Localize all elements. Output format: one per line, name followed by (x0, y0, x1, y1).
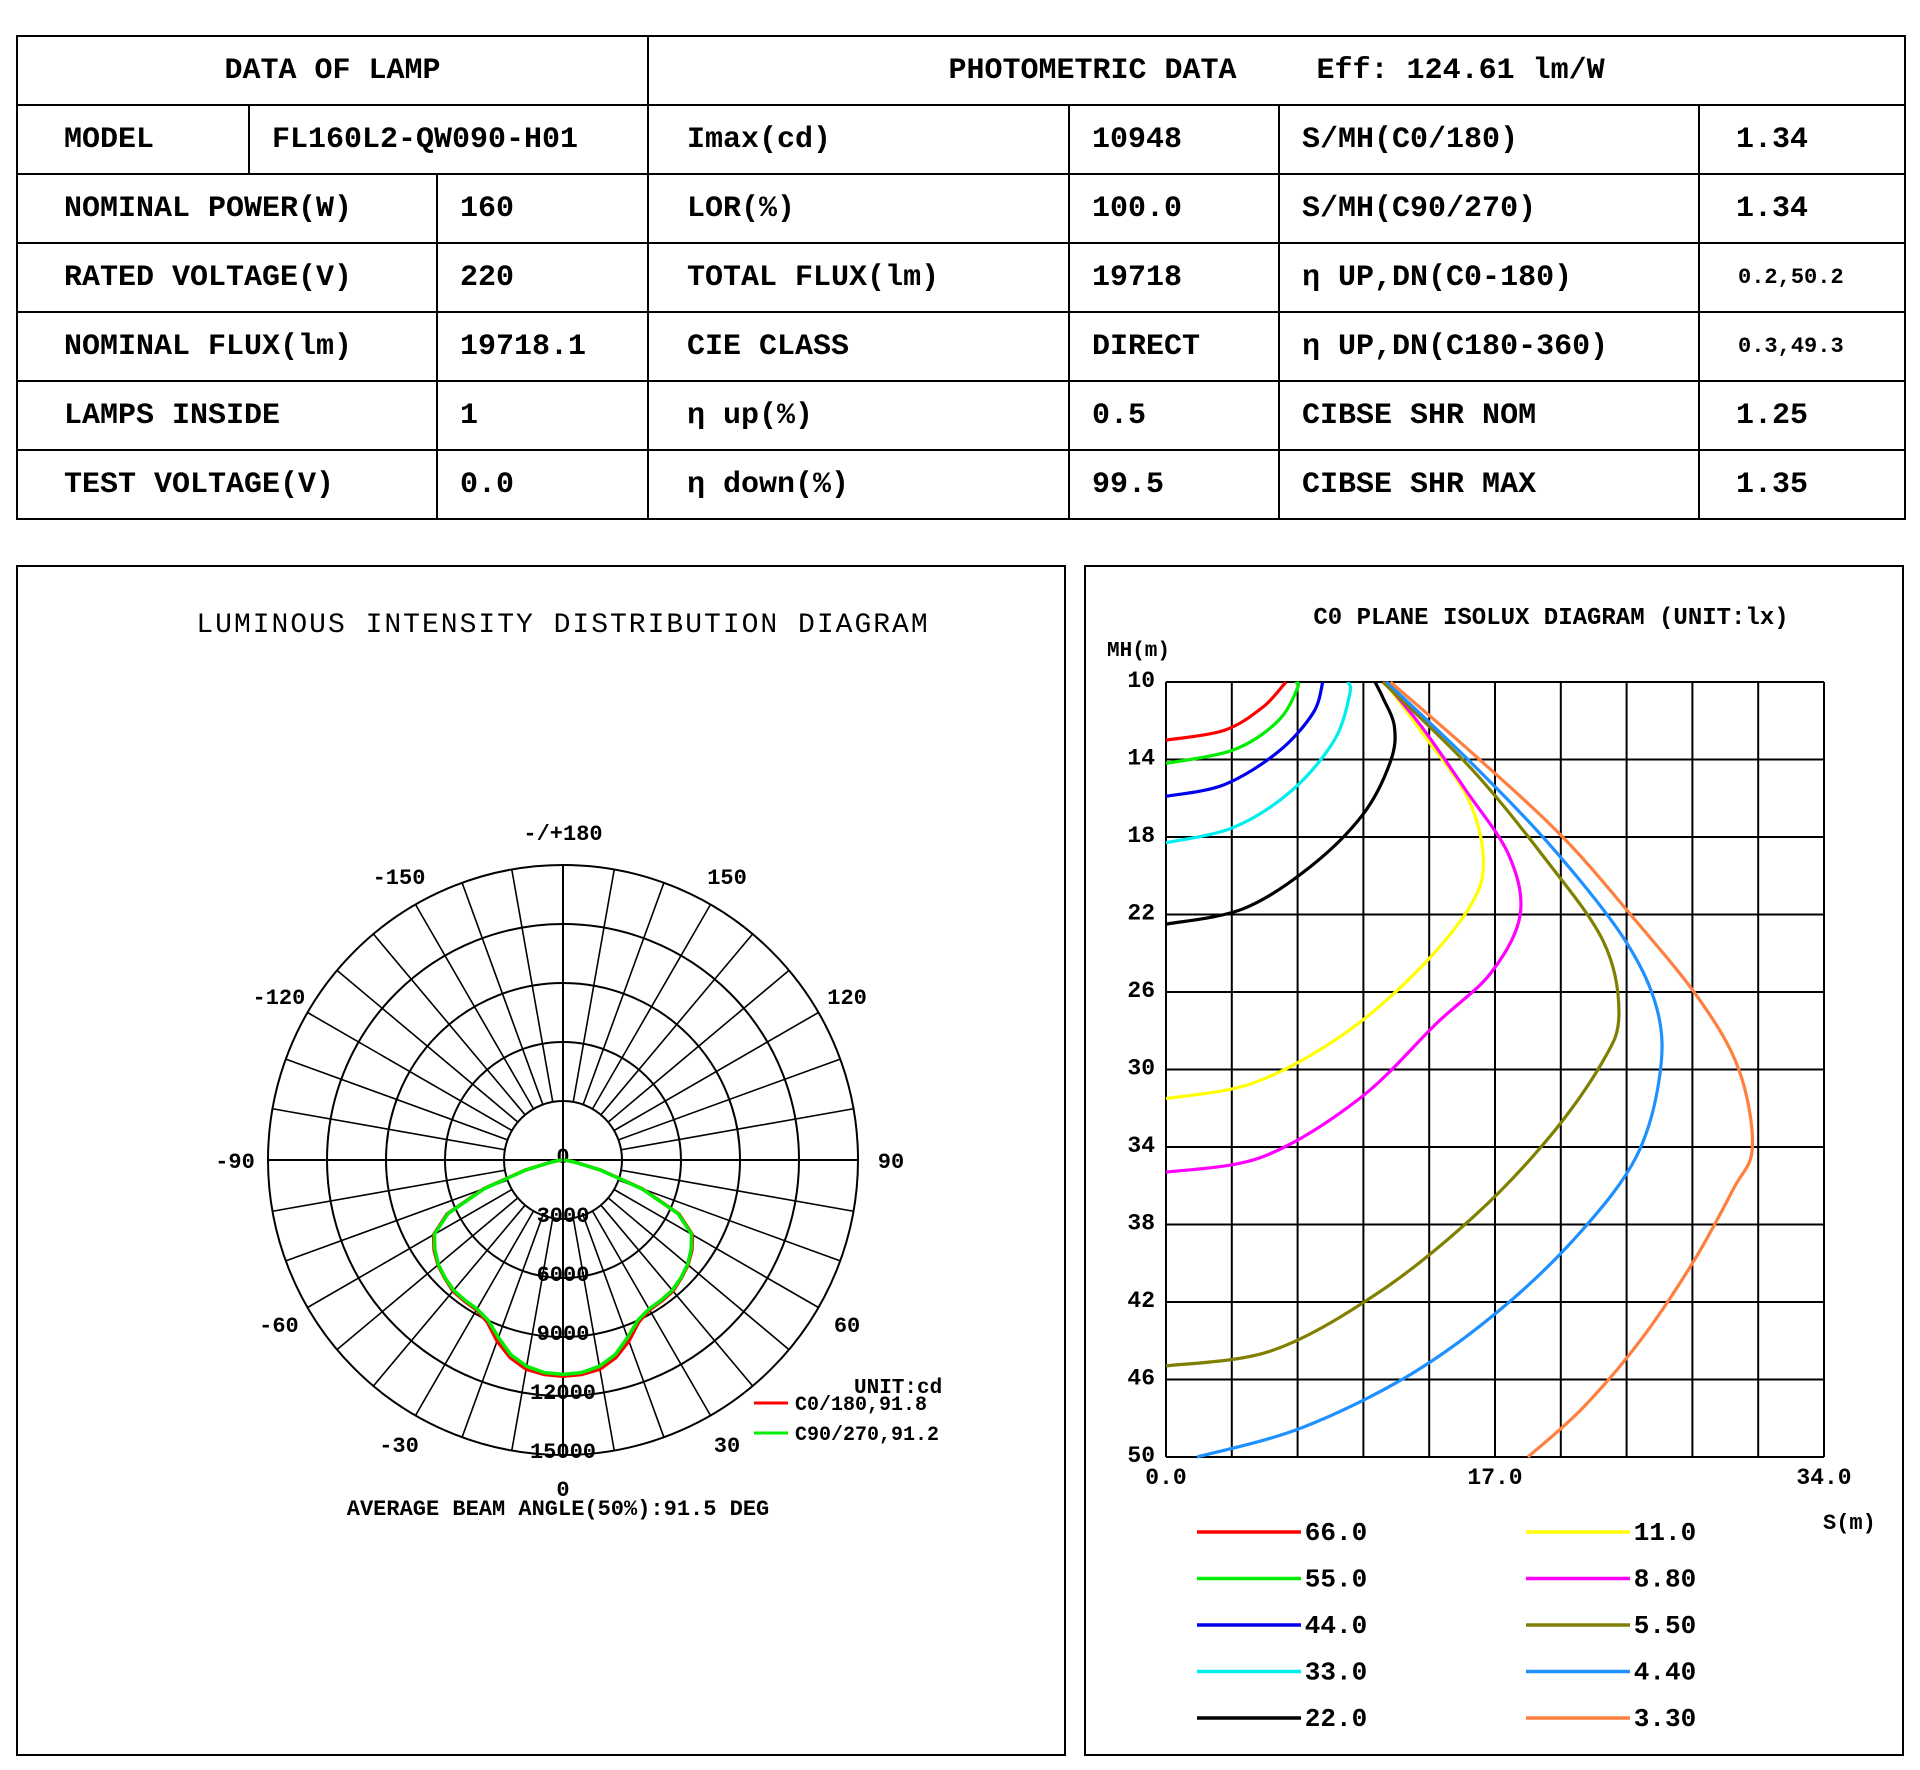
polar-angle-label: 150 (707, 865, 747, 891)
polar-spoke (621, 1170, 853, 1211)
photo-value: 0.5 (1069, 381, 1279, 450)
polar-spoke (583, 883, 664, 1105)
polar-spoke (621, 1109, 853, 1150)
polar-radial-label: 12000 (529, 1381, 597, 1406)
y-tick-label: 18 (1127, 823, 1155, 849)
x-tick-label: 34.0 (1796, 1465, 1852, 1491)
photo-value: 19718 (1069, 243, 1279, 312)
spec-row (17, 174, 1905, 243)
polar-radial-label: 3000 (536, 1204, 590, 1229)
y-tick-label: 22 (1127, 900, 1155, 927)
lamp-table-header: DATA OF LAMP (17, 36, 648, 105)
polar-angle-label: -150 (372, 865, 426, 891)
polar-radial-label: 9000 (536, 1322, 590, 1347)
legend-label: 5.50 (1633, 1611, 1697, 1641)
polar-spoke (272, 1109, 504, 1150)
polar-angle-label: -60 (259, 1314, 299, 1339)
photo-label: η up(%) (648, 381, 1069, 450)
polar-spoke (614, 1013, 818, 1131)
photo-label-2: S/MH(C90/270) (1279, 174, 1699, 243)
y-tick-label: 50 (1127, 1443, 1155, 1469)
isolux-chart-title: C0 PLANE ISOLUX DIAGRAM (UNIT:lx) (1313, 605, 1789, 632)
isolux-curve (1166, 682, 1351, 843)
spec-row (17, 450, 1905, 519)
photo-label-2: CIBSE SHR NOM (1279, 381, 1699, 450)
polar-spoke (286, 1059, 508, 1140)
polar-spoke (337, 970, 518, 1122)
photo-label: LOR(%) (648, 174, 1069, 243)
y-tick-label: 42 (1127, 1288, 1155, 1314)
polar-spoke (593, 905, 711, 1109)
polar-angle-label: 0 (556, 1478, 570, 1503)
polar-spoke (601, 1205, 753, 1386)
polar-spoke (286, 1180, 508, 1261)
polar-angle-label: 30 (713, 1434, 741, 1460)
photo-label: Imax(cd) (648, 105, 1069, 174)
polar-spoke (608, 970, 789, 1122)
polar-spoke (272, 1170, 504, 1211)
photo-value-2: 0.2,50.2 (1699, 243, 1905, 312)
beam-angle-note: AVERAGE BEAM ANGLE(50%):91.5 DEG (346, 1497, 770, 1522)
y-tick-labels (1127, 668, 1155, 1469)
photo-value-2: 1.34 (1699, 105, 1905, 174)
spec-header-row (17, 36, 1905, 105)
x-tick-label: 17.0 (1467, 1465, 1523, 1491)
spec-table (16, 35, 1906, 520)
photo-label-2: η UP,DN(C180-360) (1279, 312, 1699, 381)
polar-spoke (373, 1205, 525, 1386)
polar-spoke (373, 934, 525, 1115)
legend-label: 22.0 (1304, 1704, 1368, 1734)
lamp-label: RATED VOLTAGE(V) (17, 243, 437, 312)
legend-label: 3.30 (1633, 1704, 1697, 1734)
polar-spoke (614, 1190, 818, 1308)
y-tick-label: 30 (1127, 1055, 1155, 1082)
lamp-label: NOMINAL FLUX(lm) (17, 312, 437, 381)
x-tick-label: 0.0 (1145, 1465, 1187, 1491)
isolux-chart (1086, 567, 1902, 1754)
polar-chart-panel (16, 565, 1066, 1756)
polar-spoke (512, 869, 553, 1101)
legend-label: 11.0 (1633, 1518, 1697, 1548)
lamp-label: TEST VOLTAGE(V) (17, 450, 437, 519)
legend-label: 44.0 (1304, 1611, 1368, 1641)
legend-label: C90/270,91.2 (795, 1424, 940, 1447)
polar-spoke (462, 883, 543, 1105)
photo-value: 100.0 (1069, 174, 1279, 243)
photo-label: η down(%) (648, 450, 1069, 519)
polar-angle-label: -/+180 (523, 822, 603, 847)
polar-unit-label: UNIT:cd (854, 1377, 943, 1400)
lamp-value: 220 (437, 243, 648, 312)
photo-value: 10948 (1069, 105, 1279, 174)
model-value: FL160L2-QW090-H01 (249, 105, 648, 174)
polar-chart-title: LUMINOUS INTENSITY DISTRIBUTION DIAGRAM (196, 610, 930, 641)
spec-row (17, 381, 1905, 450)
legend-label: 33.0 (1304, 1657, 1368, 1688)
polar-angle-label: 120 (827, 986, 867, 1011)
photo-label-2: CIBSE SHR MAX (1279, 450, 1699, 519)
lamp-value: 160 (437, 174, 648, 243)
legend-label: 55.0 (1304, 1564, 1368, 1595)
polar-chart (18, 567, 1064, 1754)
isolux-curve (1166, 682, 1323, 796)
x-tick-labels (1145, 1465, 1851, 1491)
polar-spoke (308, 1190, 512, 1308)
lamp-label: NOMINAL POWER(W) (17, 174, 437, 243)
legend-label: 4.40 (1633, 1657, 1697, 1688)
photo-label: TOTAL FLUX(lm) (648, 243, 1069, 312)
isolux-grid (1166, 682, 1824, 1457)
y-tick-label: 26 (1127, 978, 1155, 1004)
polar-spoke (573, 869, 614, 1101)
spec-row (17, 312, 1905, 381)
y-tick-label: 38 (1127, 1210, 1155, 1237)
polar-spoke (416, 905, 534, 1109)
photo-value-2: 1.25 (1699, 381, 1905, 450)
legend-label: 8.80 (1633, 1564, 1697, 1595)
photo-value: DIRECT (1069, 312, 1279, 381)
polar-spoke (308, 1013, 512, 1131)
polar-spoke (618, 1180, 840, 1261)
polar-angle-label: 60 (833, 1314, 861, 1339)
lamp-value: 0.0 (437, 450, 648, 519)
y-tick-label: 34 (1127, 1133, 1155, 1159)
y-tick-label: 46 (1127, 1365, 1155, 1392)
polar-angle-label: -120 (252, 986, 306, 1011)
x-axis-label: S(m) (1823, 1511, 1876, 1536)
photo-value-2: 0.3,49.3 (1699, 312, 1905, 381)
photo-value: 99.5 (1069, 450, 1279, 519)
photo-label-2: η UP,DN(C0-180) (1279, 243, 1699, 312)
lamp-value: 1 (437, 381, 648, 450)
polar-radial-label: 15000 (529, 1440, 597, 1465)
lamp-value: 19718.1 (437, 312, 648, 381)
spec-row (17, 105, 1905, 174)
polar-spoke (618, 1059, 840, 1140)
efficiency-text: Eff: 124.61 lm/W (1316, 53, 1605, 88)
photo-value-2: 1.34 (1699, 174, 1905, 243)
lamp-label: LAMPS INSIDE (17, 381, 437, 450)
y-tick-label: 10 (1127, 668, 1155, 694)
isolux-chart-panel (1084, 565, 1904, 1756)
y-tick-label: 14 (1127, 745, 1155, 772)
photo-label: CIE CLASS (648, 312, 1069, 381)
polar-radial-label: 0 (556, 1145, 570, 1170)
y-axis-label: MH(m) (1107, 640, 1171, 663)
spec-row (17, 243, 1905, 312)
photo-value-2: 1.35 (1699, 450, 1905, 519)
legend-label: C0/180,91.8 (795, 1394, 928, 1417)
polar-angle-label: 90 (877, 1150, 905, 1175)
photometric-header-text: PHOTOMETRIC DATA (948, 53, 1237, 88)
photo-label-2: S/MH(C0/180) (1279, 105, 1699, 174)
polar-spoke (601, 934, 753, 1115)
polar-radial-label: 6000 (536, 1263, 590, 1288)
polar-angle-label: -30 (379, 1434, 419, 1460)
polar-angle-label: -90 (215, 1150, 255, 1175)
photometric-table-header (648, 36, 1905, 105)
isolux-legend (1197, 1518, 1696, 1734)
legend-label: 66.0 (1304, 1518, 1368, 1548)
model-label: MODEL (17, 105, 249, 174)
